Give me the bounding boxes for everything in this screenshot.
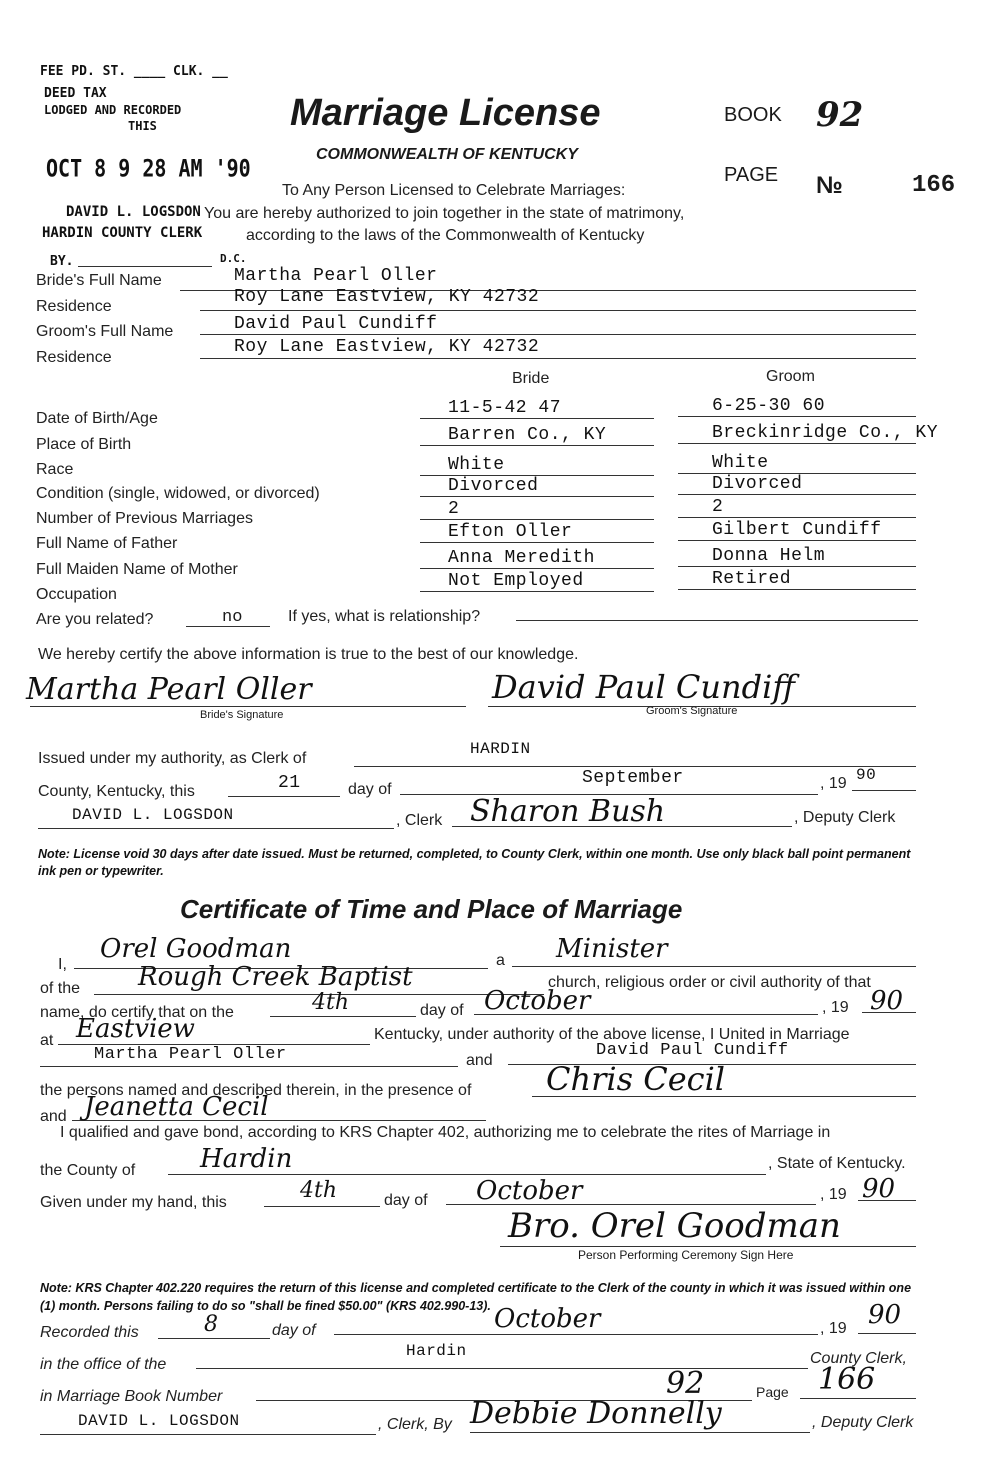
recorded-day: 8 <box>204 1312 218 1337</box>
dc-stamp: D.C. <box>220 252 247 265</box>
relationship-label: If yes, what is relationship? <box>288 608 481 625</box>
bride-column-header: Bride <box>512 370 550 387</box>
of-the-label: of the <box>40 980 81 997</box>
recorded-page-label: Page <box>756 1384 789 1400</box>
ceremony-19-label: , 19 <box>822 999 849 1016</box>
certificate-title: Certificate of Time and Place of Marriage <box>180 894 683 924</box>
bride-detail-line <box>420 568 654 569</box>
book-value: 92 <box>816 95 864 135</box>
bride-signature-label: Bride's Signature <box>200 709 284 721</box>
given-under-hand-label: Given under my hand, this <box>40 1194 227 1211</box>
performer-signature-label: Person Performing Ceremony Sign Here <box>578 1248 794 1262</box>
office-of-the-label: in the office of the <box>40 1356 167 1373</box>
clerk-by-label: , Clerk, By <box>378 1416 452 1433</box>
detail-label: Date of Birth/Age <box>36 410 158 427</box>
issued-county: HARDIN <box>470 740 531 758</box>
groom-detail-value: Breckinridge Co., KY <box>712 423 939 443</box>
detail-label: Full Name of Father <box>36 535 178 552</box>
ceremony-day: 4th <box>312 990 350 1015</box>
groom-detail-value: Divorced <box>712 474 803 494</box>
groom-detail-value: Retired <box>712 569 792 589</box>
groom-detail-line <box>678 494 916 495</box>
bride-name-label: Bride's Full Name <box>36 272 162 289</box>
bride-detail-value: 2 <box>448 499 460 519</box>
bride-detail-value: White <box>448 455 505 475</box>
this-stamp: THIS <box>128 119 157 133</box>
given-year: 90 <box>862 1174 896 1204</box>
issuing-clerk-name: DAVID L. LOGSDON <box>72 806 234 824</box>
county-clerk-label: County Clerk, <box>810 1350 907 1367</box>
page-title: Marriage License <box>290 92 601 134</box>
certificate-bride-name: Martha Pearl Oller <box>94 1045 287 1064</box>
name-certify-line: name, do certify that on the <box>40 1004 234 1021</box>
recording-deputy-signature: Debbie Donnelly <box>470 1396 722 1431</box>
ceremony-year: 90 <box>870 986 904 1016</box>
state-label: , State of Kentucky. <box>768 1155 906 1172</box>
witness-two: Jeanetta Cecil <box>84 1092 269 1122</box>
groom-name-label: Groom's Full Name <box>36 323 174 340</box>
ceremony-month: October <box>484 986 591 1016</box>
bride-residence-label: Residence <box>36 298 112 315</box>
recording-clerk-name: DAVID L. LOGSDON <box>78 1412 240 1430</box>
bride-signature: Martha Pearl Oller <box>26 672 312 707</box>
church-name: Rough Creek Baptist <box>138 962 413 992</box>
performer-signature: Bro. Orel Goodman <box>508 1206 841 1246</box>
date-time-stamp: OCT 8 9 28 AM '90 <box>46 153 251 183</box>
bride-detail-line <box>420 519 654 520</box>
ceremony-place: Eastview <box>76 1014 195 1044</box>
recorded-page-number: 166 <box>818 1362 876 1397</box>
certificate-i-label: I, <box>58 956 67 973</box>
groom-residence: Roy Lane Eastview, KY 42732 <box>234 337 540 357</box>
book-label: BOOK <box>724 104 782 126</box>
groom-detail-value: 6-25-30 60 <box>712 396 826 416</box>
bride-full-name: Martha Pearl Oller <box>234 266 438 286</box>
bride-detail-line <box>420 445 654 446</box>
ceremony-county: Hardin <box>200 1144 293 1174</box>
authorization-line-1: To Any Person Licensed to Celebrate Marriages: <box>282 182 626 199</box>
authorization-line-3: according to the laws of the Commonwealth of Kentucky <box>246 227 645 244</box>
at-label: at <box>40 1032 54 1049</box>
lodged-recorded-stamp: LODGED AND RECORDED <box>44 103 182 117</box>
groom-detail-line <box>678 416 916 417</box>
bride-detail-value: Divorced <box>448 476 539 496</box>
bride-detail-line <box>420 496 654 497</box>
certificate-and-label: and <box>466 1052 493 1069</box>
detail-label: Occupation <box>36 586 117 603</box>
page-label: PAGE <box>724 164 779 186</box>
issued-day: 21 <box>278 773 301 793</box>
recorded-19-label: , 19 <box>820 1320 847 1337</box>
office-county: Hardin <box>406 1342 467 1360</box>
witness-one: Chris Cecil <box>546 1060 726 1098</box>
given-day-of-label: day of <box>384 1192 428 1209</box>
detail-label: Race <box>36 461 74 478</box>
given-day: 4th <box>300 1178 338 1203</box>
groom-detail-value: 2 <box>712 497 724 517</box>
groom-column-header: Groom <box>766 368 815 385</box>
recorded-this-label: Recorded this <box>40 1324 139 1341</box>
marriage-book-label: in Marriage Book Number <box>40 1388 223 1405</box>
groom-detail-line <box>678 443 916 444</box>
recorded-day-of-label: day of <box>272 1322 316 1339</box>
license-void-note: Note: License void 30 days after date issued. Must be returned, completed, to County Clerk, within one month. Use only black ball point permanent ink pen or typewriter. <box>38 847 911 878</box>
deed-tax-stamp: DEED TAX <box>44 86 107 101</box>
number-label: № <box>816 172 843 199</box>
given-19-label: , 19 <box>820 1186 847 1203</box>
groom-detail-value: Gilbert Cundiff <box>712 520 882 540</box>
bride-detail-value: 11-5-42 47 <box>448 398 562 418</box>
issued-day-of-label: day of <box>348 781 392 798</box>
recorded-month: October <box>494 1304 601 1334</box>
clerk-label: , Clerk <box>396 812 443 829</box>
bride-detail-line <box>420 591 654 592</box>
issued-prefix: Issued under my authority, as Clerk of <box>38 750 307 767</box>
related-label: Are you related? <box>36 611 154 628</box>
groom-detail-value: Donna Helm <box>712 546 826 566</box>
detail-label: Full Maiden Name of Mother <box>36 561 238 578</box>
deputy-clerk-signature: Sharon Bush <box>470 794 666 829</box>
recorded-year: 90 <box>868 1300 902 1330</box>
given-month: October <box>476 1176 583 1206</box>
county-of-label: the County of <box>40 1162 136 1179</box>
bride-detail-value: Barren Co., KY <box>448 425 607 445</box>
issued-year: 90 <box>856 766 877 784</box>
related-value: no <box>222 608 243 627</box>
groom-detail-value: White <box>712 453 769 473</box>
bond-text: I qualified and gave bond, according to KRS Chapter 402, authorizing me to celebrate the rites of Marriage in <box>60 1124 831 1141</box>
bride-detail-value: Anna Meredith <box>448 548 595 568</box>
recording-deputy-label: , Deputy Clerk <box>812 1414 914 1431</box>
issued-month: September <box>582 768 684 788</box>
kentucky-authority-text: Kentucky, under authority of the above license, I United in Marriage <box>374 1026 850 1043</box>
officiant-title: Minister <box>556 934 668 964</box>
groom-detail-line <box>678 589 916 590</box>
authorization-line-2: You are hereby authorized to join together in the state of matrimony, <box>204 205 685 222</box>
bride-detail-value: Not Employed <box>448 571 584 591</box>
recorded-book-number: 92 <box>666 1366 705 1401</box>
certificate-a-label: a <box>496 952 505 969</box>
fee-paid-stamp: FEE PD. ST. ____ CLK. __ <box>40 64 228 79</box>
county-clerk-stamp: HARDIN COUNTY CLERK <box>42 225 203 241</box>
groom-residence-label: Residence <box>36 349 112 366</box>
groom-detail-line <box>678 517 916 518</box>
deputy-clerk-label: , Deputy Clerk <box>794 809 896 826</box>
county-line-label: County, Kentucky, this <box>38 783 195 800</box>
detail-label: Place of Birth <box>36 436 132 453</box>
bride-residence: Roy Lane Eastview, KY 42732 <box>234 287 540 307</box>
by-stamp: BY. <box>50 254 74 269</box>
groom-detail-line <box>678 566 916 567</box>
church-text: church, religious order or civil authority of that <box>548 974 871 991</box>
groom-signature-label: Groom's Signature <box>646 705 738 717</box>
certificate-groom-name: David Paul Cundiff <box>596 1041 789 1060</box>
ceremony-day-of-label: day of <box>420 1002 464 1019</box>
commonwealth-subtitle: COMMONWEALTH OF KENTUCKY <box>316 146 578 163</box>
groom-detail-line <box>678 540 916 541</box>
officiant-name: Orel Goodman <box>100 934 292 964</box>
certify-text: We hereby certify the above information is true to the best of our knowledge. <box>38 646 579 663</box>
presence-text: the persons named and described therein, in the presence of <box>40 1082 472 1099</box>
groom-signature: David Paul Cundiff <box>492 668 795 706</box>
detail-label: Number of Previous Marriages <box>36 510 253 527</box>
issued-year-prefix: , 19 <box>820 775 847 792</box>
and-witness-label: and <box>40 1108 67 1125</box>
number-value: 166 <box>912 172 956 199</box>
groom-full-name: David Paul Cundiff <box>234 314 438 334</box>
detail-label: Condition (single, widowed, or divorced) <box>36 485 320 502</box>
bride-detail-value: Efton Oller <box>448 522 573 542</box>
clerk-name-stamp: DAVID L. LOGSDON <box>66 204 201 220</box>
bride-detail-line <box>420 542 654 543</box>
krs-return-note: Note: KRS Chapter 402.220 requires the return of this license and completed certificate to the Clerk of the county in which it was issued within one (1) month. Persons failing to do so "shall be fined $50.00" (KRS 402.990-13). <box>40 1281 912 1313</box>
bride-detail-line <box>420 418 654 419</box>
